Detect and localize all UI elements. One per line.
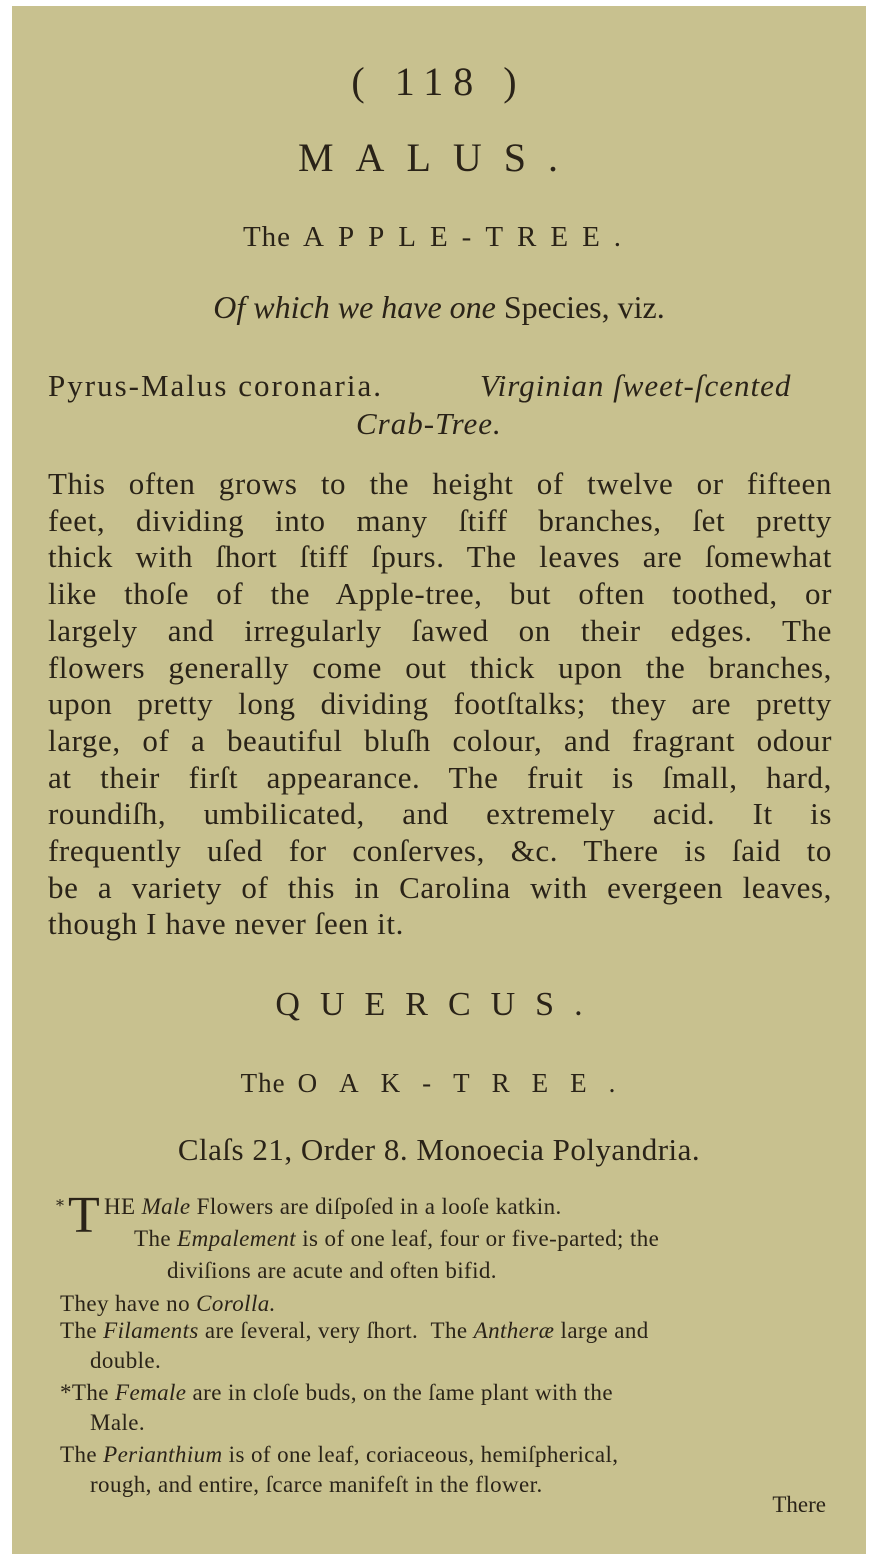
paragraph-line: largely and irregularly ſawed on their edges. The [48, 612, 832, 648]
char-text: large and [560, 1318, 649, 1343]
species-heading-italic: Of which we have one [213, 289, 496, 325]
drop-cap: T [68, 1187, 100, 1244]
char-text: Flowers are diſpoſed in a looſe katkin. [196, 1194, 562, 1219]
genus-title-quercus: QUERCUS. [275, 986, 603, 1023]
paragraph-line: upon pretty long dividing footſtalks; they are pretty [48, 686, 832, 722]
common-name-text: OAK-TREE. [297, 1068, 638, 1098]
char-line [60, 1378, 840, 1408]
char-line [134, 1224, 834, 1254]
common-name-article: The [242, 221, 292, 253]
common-name-article: The [240, 1068, 286, 1098]
char-line [104, 1192, 844, 1222]
char-text: is of one leaf, coriaceous, hemiſpherical, [228, 1442, 619, 1467]
char-line [60, 1440, 840, 1470]
species-paragraph [48, 466, 832, 943]
paragraph-line: large, of a beautiful bluſh colour, and fragrant odour [48, 722, 832, 758]
common-name-text: APPLE-TREE. [303, 221, 636, 253]
species-entry [48, 368, 828, 441]
genus-title-malus: MALUS. [297, 135, 581, 180]
char-term: Male [141, 1194, 191, 1219]
paragraph-line: roundiſh, umbilicated, and extremely acid. It is [48, 796, 832, 832]
paragraph-line: flowers generally come out thick upon the branches, [48, 649, 832, 685]
char-line: rough, and entire, ſcarce manifeſt in the flower. [90, 1472, 543, 1497]
char-term: Filaments [103, 1318, 199, 1343]
char-text: They have no [60, 1291, 190, 1316]
char-text: The [60, 1318, 97, 1343]
paragraph-line: though I have never ſeen it. [48, 906, 404, 942]
char-text: The [430, 1318, 468, 1343]
footnote-star: * [56, 1196, 64, 1215]
char-line [60, 1289, 840, 1319]
char-text: are ſeveral, very ſhort. [204, 1318, 419, 1343]
char-term: Antheræ [473, 1318, 555, 1343]
char-term: Female [115, 1380, 187, 1405]
char-term: Corolla. [196, 1291, 276, 1316]
char-term: Perianthium [103, 1442, 223, 1467]
char-text: are in cloſe buds, on the ſame plant with the [192, 1380, 613, 1405]
char-text: HE [104, 1194, 136, 1219]
species-heading [12, 289, 866, 326]
species-name: Pyrus-Malus coronaria. [48, 368, 383, 403]
book-page [12, 6, 866, 1554]
paragraph-line: thick with ſhort ſtiff ſpurs. The leaves are ſomewhat [48, 539, 832, 575]
species-heading-tail: Species, viz. [503, 289, 665, 325]
page-number: ( 118 ) [351, 59, 527, 104]
common-name-quercus [12, 1068, 866, 1099]
paragraph-line: at their firſt appearance. The fruit is ſmall, hard, [48, 759, 832, 795]
char-term: Empalement [177, 1226, 297, 1251]
class-order-line: Claſs 21, Order 8. Monoecia Polyandria. [177, 1132, 701, 1167]
char-text: *The [60, 1380, 109, 1405]
char-line: double. [90, 1348, 162, 1373]
paragraph-line: like thoſe of the Apple-tree, but often toothed, or [48, 576, 832, 612]
species-description-2: Crab-Tree. [356, 406, 502, 441]
species-description-1: Virginian ſweet-ſcented [480, 368, 792, 403]
paragraph-line: This often grows to the height of twelve or fifteen [48, 466, 832, 501]
char-line: Male. [90, 1410, 146, 1435]
char-line: diviſions are acute and often bifid. [167, 1258, 497, 1283]
char-text: The [134, 1226, 171, 1251]
common-name-malus [12, 221, 866, 254]
catchword: There [772, 1492, 826, 1517]
char-text: is of one leaf, four or five-parted; the [302, 1226, 660, 1251]
paragraph-line: frequently uſed for conſerves, &c. There is ſaid to [48, 833, 832, 869]
paragraph-line: feet, dividing into many ſtiff branches, ſet pretty [48, 502, 832, 538]
char-text: The [60, 1442, 97, 1467]
paragraph-line: be a variety of this in Carolina with evergeen leaves, [48, 869, 832, 905]
char-line [60, 1316, 830, 1346]
